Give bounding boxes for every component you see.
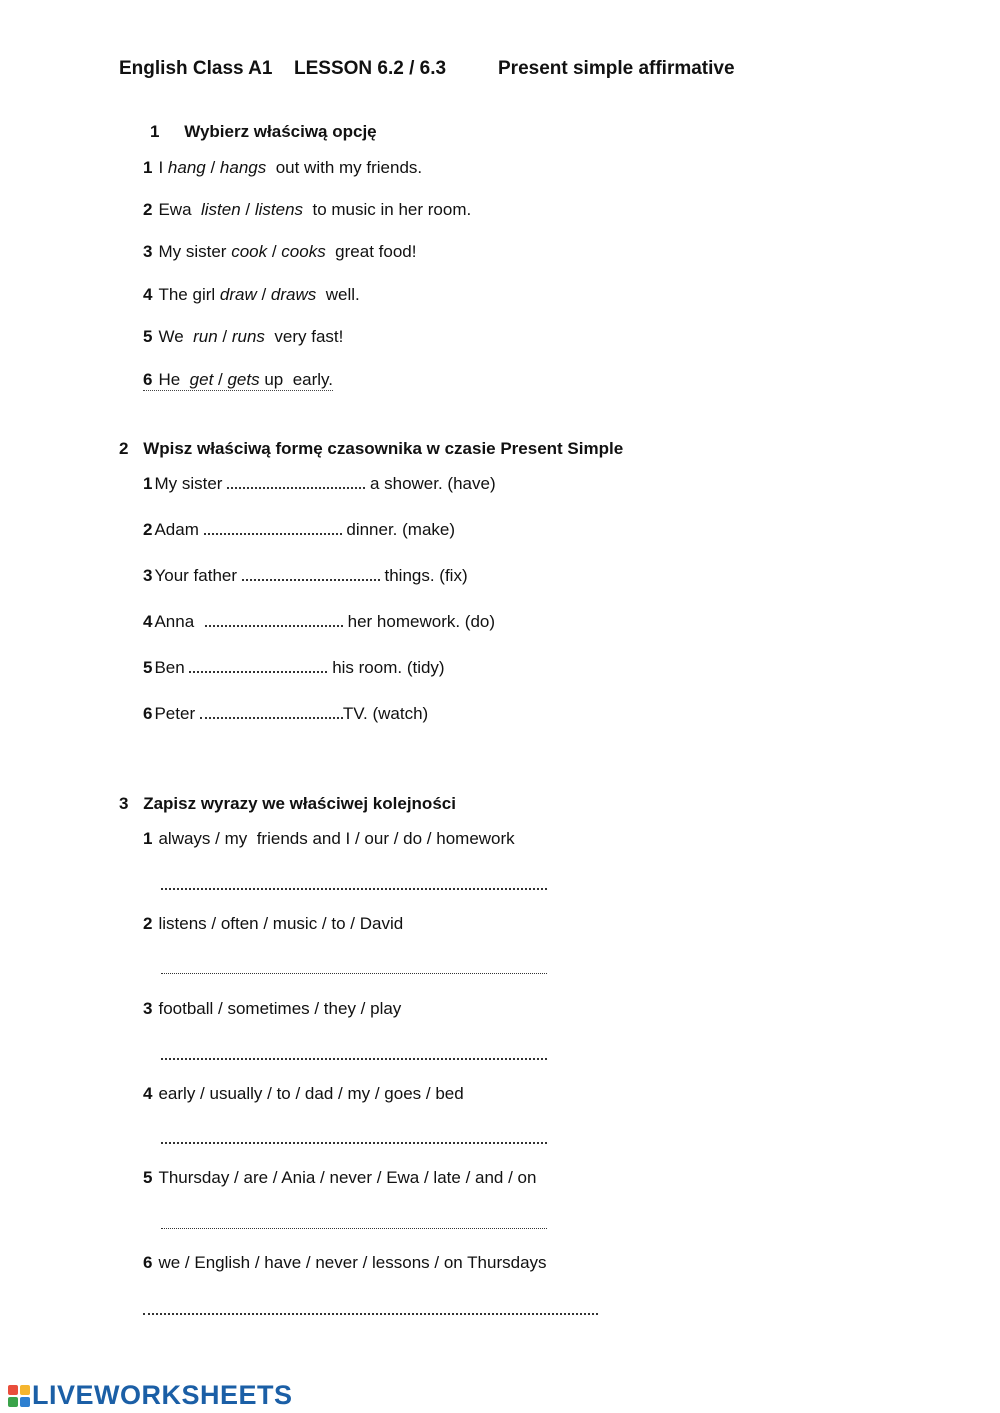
section1-title: Wybierz właściwą opcję [184, 122, 377, 141]
section3-item [143, 829, 515, 849]
option-separator: / [205, 158, 220, 177]
item-text: early / usually / to / dad / my / goes / bed [158, 1084, 464, 1103]
section1-number: 1 [150, 122, 160, 141]
item-text: Thursday / are / Ania / never / Ewa / late / and / on [158, 1168, 537, 1187]
section3-heading [119, 794, 456, 814]
item-text: We [158, 327, 194, 346]
item-number: 1 [143, 158, 153, 177]
option-2[interactable]: draws [270, 285, 317, 304]
section2-item [143, 611, 495, 632]
section3-item [143, 1084, 464, 1104]
section2-item [143, 703, 428, 724]
item-text: well. [316, 285, 360, 304]
item-text: Ben [154, 658, 185, 677]
item-text: Adam [154, 520, 199, 539]
option-separator: / [240, 200, 255, 219]
item-text: to music in her room. [303, 200, 472, 219]
answer-blank[interactable] [227, 473, 365, 489]
item-number: 4 [143, 1084, 153, 1103]
option-2[interactable]: runs [231, 327, 265, 346]
answer-blank[interactable] [242, 565, 380, 581]
item-underlined [143, 370, 333, 391]
item-text: listens / often / music / to / David [158, 914, 404, 933]
item-text: TV. (watch) [342, 704, 429, 723]
answer-line[interactable] [143, 1313, 598, 1315]
section2-item [143, 519, 455, 540]
option-1[interactable]: draw [219, 285, 257, 304]
item-number: 6 [143, 1253, 153, 1272]
item-text: My sister [158, 242, 232, 261]
section2-item [143, 473, 496, 494]
logo-text: LIVEWORKSHEETS [32, 1380, 293, 1410]
option-1[interactable]: listen [201, 200, 241, 219]
item-text: Peter [154, 704, 196, 723]
section2-item [143, 657, 445, 678]
answer-line[interactable] [161, 888, 547, 890]
item-number: 3 [143, 242, 153, 261]
item-number: 3 [143, 566, 153, 585]
answer-blank[interactable] [204, 519, 342, 535]
item-number: 1 [143, 474, 153, 493]
item-text: Anna [154, 612, 195, 631]
option-1[interactable]: get [189, 370, 214, 389]
item-text: Your father [154, 566, 238, 585]
section1-item [143, 242, 416, 262]
item-text: his room. (tidy) [332, 658, 445, 677]
liveworksheets-logo [8, 1380, 293, 1411]
item-text: we / English / have / never / lessons / on Thursdays [158, 1253, 547, 1272]
item-number: 5 [143, 1168, 153, 1187]
option-2[interactable]: gets [227, 370, 260, 389]
answer-line[interactable] [161, 973, 547, 974]
worksheet-topic: Present simple affirmative [498, 58, 735, 79]
item-number: 5 [143, 327, 153, 346]
answer-blank[interactable] [200, 703, 343, 719]
item-text: things. (fix) [384, 566, 468, 585]
item-number: 3 [143, 999, 153, 1018]
item-number: 2 [143, 914, 153, 933]
section3-item [143, 999, 401, 1019]
option-separator: / [256, 285, 271, 304]
section3-title: Zapisz wyrazy we właściwej kolejności [143, 794, 456, 813]
section1-item [143, 158, 422, 178]
section2-heading [119, 439, 623, 459]
answer-line[interactable] [161, 1228, 547, 1229]
item-text: football / sometimes / they / play [158, 999, 402, 1018]
item-text: My sister [154, 474, 223, 493]
answer-line[interactable] [161, 1058, 547, 1060]
option-separator: / [213, 370, 228, 389]
option-1[interactable]: run [193, 327, 218, 346]
option-2[interactable]: listens [254, 200, 304, 219]
item-text: I [158, 158, 168, 177]
option-2[interactable]: cooks [281, 242, 326, 261]
answer-line[interactable] [161, 1142, 547, 1144]
option-2[interactable]: hangs [219, 158, 267, 177]
item-number: 5 [143, 658, 153, 677]
item-text: her homework. (do) [347, 612, 496, 631]
item-text: up early. [259, 370, 333, 389]
section3-item [143, 1253, 547, 1273]
item-text: Ewa [158, 200, 201, 219]
option-1[interactable]: hang [167, 158, 206, 177]
item-text: a shower. (have) [369, 474, 496, 493]
section1-item [143, 327, 343, 347]
item-number: 2 [143, 200, 153, 219]
item-number: 1 [143, 829, 153, 848]
section3-item [143, 914, 403, 934]
section3-item [143, 1168, 536, 1188]
worksheet-lesson: LESSON 6.2 / 6.3 [294, 58, 447, 79]
section2-number: 2 [119, 439, 129, 458]
section1-item [143, 200, 471, 220]
item-number: 6 [143, 704, 153, 723]
option-separator: / [217, 327, 232, 346]
answer-blank[interactable] [205, 611, 343, 627]
item-number: 4 [143, 612, 153, 631]
section1-item [143, 370, 333, 390]
item-text: great food! [325, 242, 417, 261]
item-text: out with my friends. [266, 158, 423, 177]
item-text: very fast! [264, 327, 344, 346]
item-text: He [158, 370, 190, 389]
section2-item [143, 565, 468, 586]
item-number: 6 [143, 370, 153, 389]
section2-title: Wpisz właściwą formę czasownika w czasie Present Simple [143, 439, 624, 458]
item-number: 2 [143, 520, 153, 539]
liveworksheets-icon [8, 1385, 30, 1407]
option-separator: / [267, 242, 282, 261]
section1-heading [150, 122, 377, 142]
option-1[interactable]: cook [231, 242, 268, 261]
item-text: The girl [158, 285, 220, 304]
answer-blank[interactable] [189, 657, 327, 673]
item-text: always / my friends and I / our / do / homework [158, 829, 515, 848]
section1-item [143, 285, 360, 305]
section3-number: 3 [119, 794, 129, 813]
item-number: 4 [143, 285, 153, 304]
worksheet-course: English Class A1 [119, 58, 273, 79]
item-text: dinner. (make) [346, 520, 456, 539]
